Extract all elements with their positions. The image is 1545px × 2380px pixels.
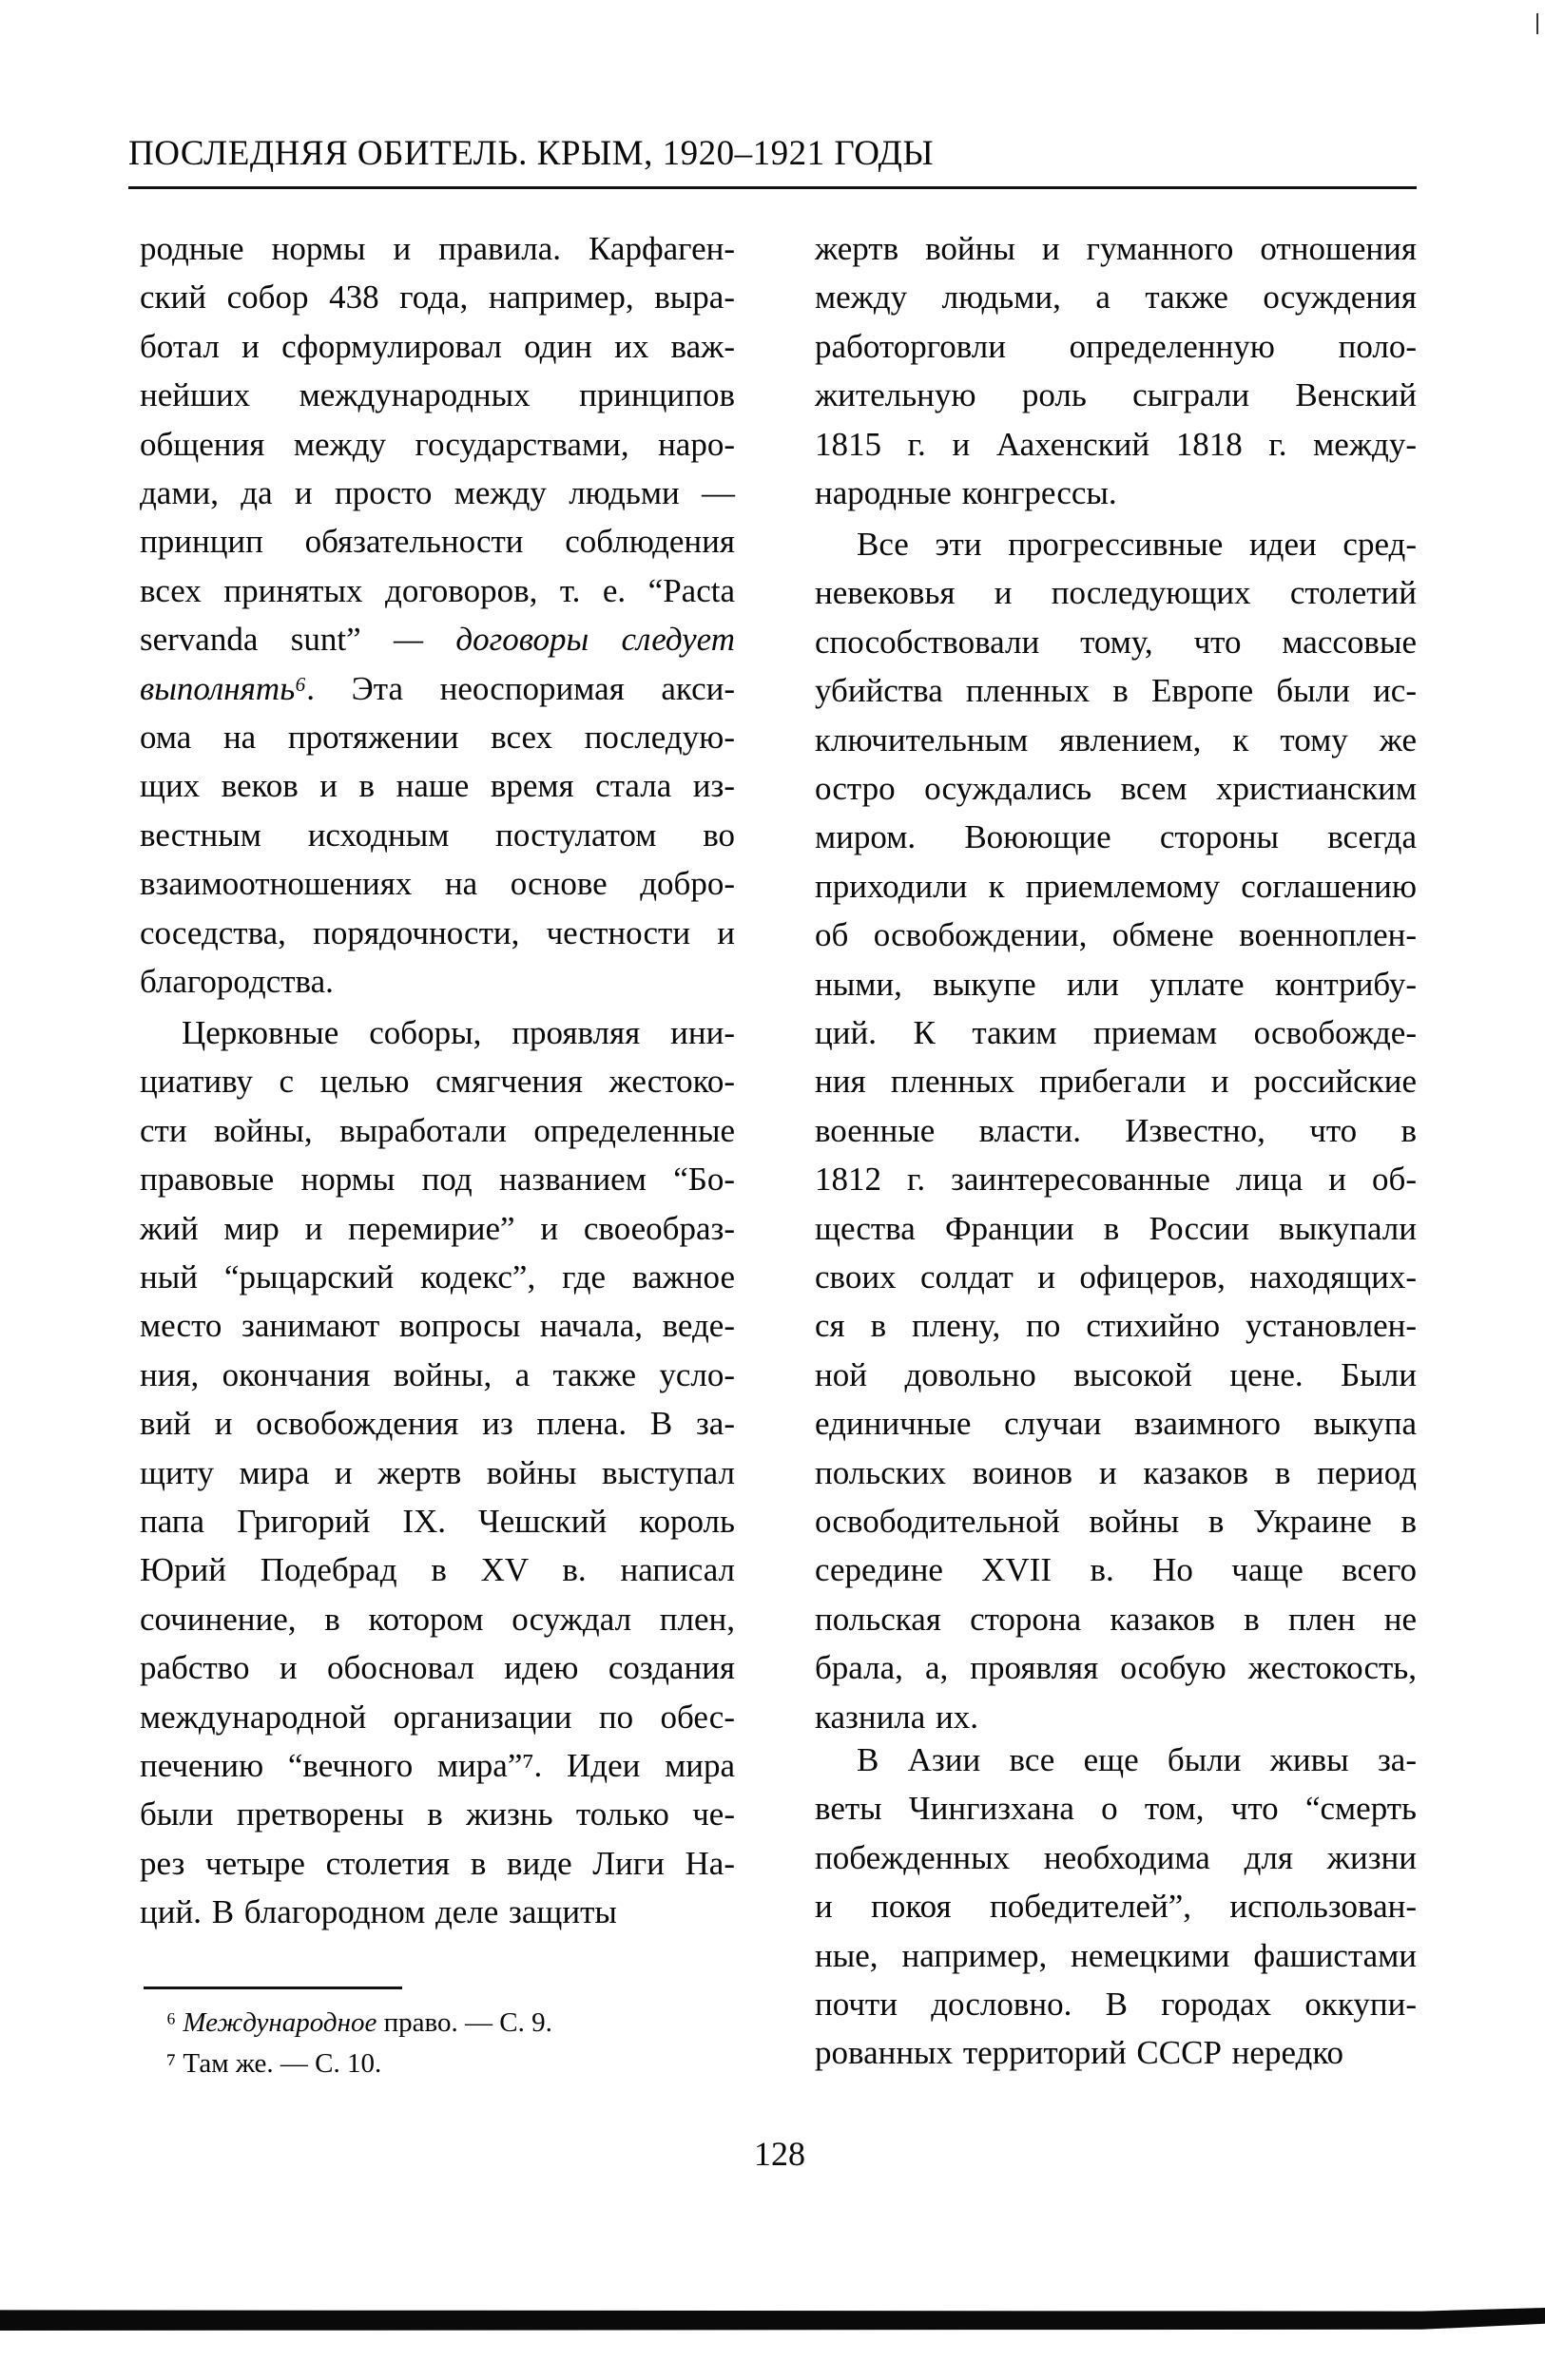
text-line: жий мир и перемирие” и своеобраз- — [140, 1209, 735, 1247]
text-line: ский собор 438 года, например, выра- — [140, 278, 735, 317]
text-line: взаимоотношениях на основе добро- — [140, 865, 735, 903]
text-line: Юрий Подебрад в XV в. написал — [140, 1551, 735, 1589]
text-line: ома на протяжении всех последую- — [140, 719, 735, 756]
text-line: Все эти прогрессивные идеи сред- — [857, 526, 1417, 563]
scan-edge-bar — [0, 2308, 1545, 2331]
text-line: казнила их. — [815, 1698, 979, 1736]
italic-segment: — договоры следует — [393, 621, 736, 659]
text-line: народные конгрессы. — [815, 474, 1117, 511]
footnote-text: Там же. — С. 10. — [183, 2048, 382, 2079]
text-line: жертв войны и гуманного отношения — [815, 230, 1417, 267]
text-line: рабство и обосновал идею создания — [140, 1649, 735, 1687]
text-line: способствовали тому, что массовые — [815, 623, 1417, 661]
footnote-mark: ⁶ — [166, 2007, 183, 2038]
running-header: ПОСЛЕДНЯЯ ОБИТЕЛЬ. КРЫМ, 1920–1921 ГОДЫ — [128, 134, 935, 173]
text-line: между людьми, а также осуждения — [815, 278, 1417, 317]
text-line: ботал и сформулировал один их важ- — [140, 327, 735, 365]
text-line: благородства. — [140, 963, 334, 1000]
text-line: Церковные соборы, проявляя ини- — [182, 1014, 735, 1051]
scan-artifact-mark — [1536, 13, 1538, 34]
text-line: рованных территорий СССР нередко — [815, 2034, 1344, 2072]
text-line: ния пленных прибегали и российские — [815, 1063, 1417, 1101]
text-line: освободительной войны в Украине в — [815, 1503, 1417, 1540]
text-line: нейших международных принципов — [140, 376, 735, 414]
text-line: остро осуждались всем христианским — [815, 770, 1417, 807]
text-line: жительную роль сыграли Венский — [815, 376, 1417, 414]
text-line: ные, например, немецкими фашистами — [815, 1936, 1417, 1974]
text-line — [140, 615, 735, 664]
text-line: своих солдат и офицеров, находящих- — [815, 1258, 1417, 1296]
text-line: ния, окончания войны, а также усло- — [140, 1355, 735, 1393]
text-line: единичные случаи взаимного выкупа — [815, 1405, 1417, 1443]
text-line: соседства, порядочности, честности и — [140, 913, 735, 951]
footnote-7 — [166, 2048, 381, 2080]
text-line: вий и освобождения из плена. В за- — [140, 1405, 735, 1443]
text-line: ций. К таким приемам освобожде- — [815, 1014, 1417, 1051]
text-line: военные власти. Известно, что в — [815, 1111, 1417, 1149]
text-segment: . Эта неоспоримая акси- — [306, 669, 735, 707]
text-line: родные нормы и правила. Карфаген- — [140, 230, 735, 267]
text-line: циативу с целью смягчения жестоко- — [140, 1063, 735, 1101]
text-line: брала, а, проявляя особую жестокость, — [815, 1649, 1417, 1687]
header-rule — [128, 186, 1417, 189]
italic-segment: выполнять⁶ — [140, 669, 307, 707]
text-line: и покоя победителей”, использован- — [815, 1888, 1417, 1926]
text-line: щиту мира и жертв войны выступал — [140, 1453, 735, 1491]
text-line: правовые нормы под названием “Бо- — [140, 1161, 735, 1199]
text-line: ключительным явлением, к тому же — [815, 720, 1417, 758]
text-line: 1812 г. заинтересованные лица и об- — [815, 1161, 1417, 1199]
text-line: В Азии все еще были живы за- — [857, 1741, 1417, 1778]
footnote-6 — [166, 2007, 552, 2039]
footnote-italic: Международное — [183, 2007, 377, 2038]
text-line: печению “вечного мира”⁷. Идеи мира — [140, 1747, 735, 1784]
footnote-text: право. — С. 9. — [377, 2007, 552, 2038]
text-line: польская сторона казаков в плен не — [815, 1600, 1417, 1638]
text-line: были претворены в жизнь только че- — [140, 1795, 735, 1833]
text-line: ся в плену, по стихийно установлен- — [815, 1307, 1417, 1345]
text-line: папа Григорий IX. Чешский король — [140, 1503, 735, 1540]
text-line: польских воинов и казаков в период — [815, 1453, 1417, 1491]
text-line: ций. В благородном деле защиты — [140, 1893, 617, 1931]
text-line: середине XVII в. Но чаще всего — [815, 1551, 1417, 1589]
text-line: побежденных необходима для жизни — [815, 1838, 1417, 1876]
text-line: ными, выкупе или уплате контрибу- — [815, 965, 1417, 1003]
text-line: об освобождении, обмене военноплен- — [815, 916, 1417, 954]
text-line: принцип обязательности соблюдения — [140, 523, 735, 561]
text-line: веты Чингизхана о том, что “смерть — [815, 1790, 1417, 1828]
text-line: невековья и последующих столетий — [815, 574, 1417, 612]
text-line: работорговли определенную поло- — [815, 327, 1417, 365]
text-line: почти дословно. В городах оккупи- — [815, 1986, 1417, 2023]
text-line: ный “рыцарский кодекс”, где важное — [140, 1258, 735, 1296]
text-line: 1815 г. и Аахенский 1818 г. между- — [815, 425, 1417, 463]
text-line: щества Франции в России выкупали — [815, 1209, 1417, 1247]
text-line: вестным исходным постулатом во — [140, 816, 735, 854]
text-line: миром. Воюющие стороны всегда — [815, 818, 1417, 856]
text-line: международной организации по обес- — [140, 1698, 735, 1736]
text-line: дами, да и просто между людьми — — [140, 474, 735, 511]
text-line: рез четыре столетия в виде Лиги На- — [140, 1844, 735, 1882]
text-line — [140, 664, 735, 714]
text-line: щих веков и в наше время стала из- — [140, 767, 735, 805]
text-line: общения между государствами, наро- — [140, 425, 735, 463]
footnote-mark: ⁷ — [166, 2048, 183, 2079]
footnote-rule — [144, 1987, 402, 1989]
text-line: приходили к приемлемому соглашению — [815, 867, 1417, 905]
text-line: сти войны, выработали определенные — [140, 1111, 735, 1149]
text-line: место занимают вопросы начала, веде- — [140, 1307, 735, 1345]
text-segment: servanda sunt” — [140, 621, 394, 659]
page-number: 128 — [754, 2135, 805, 2173]
text-line: сочинение, в котором осуждал плен, — [140, 1600, 735, 1638]
text-line: убийства пленных в Европе были ис- — [815, 672, 1417, 710]
text-line: всех принятых договоров, т. е. “Pacta — [140, 571, 735, 609]
text-line: ной довольно высокой цене. Были — [815, 1355, 1417, 1393]
